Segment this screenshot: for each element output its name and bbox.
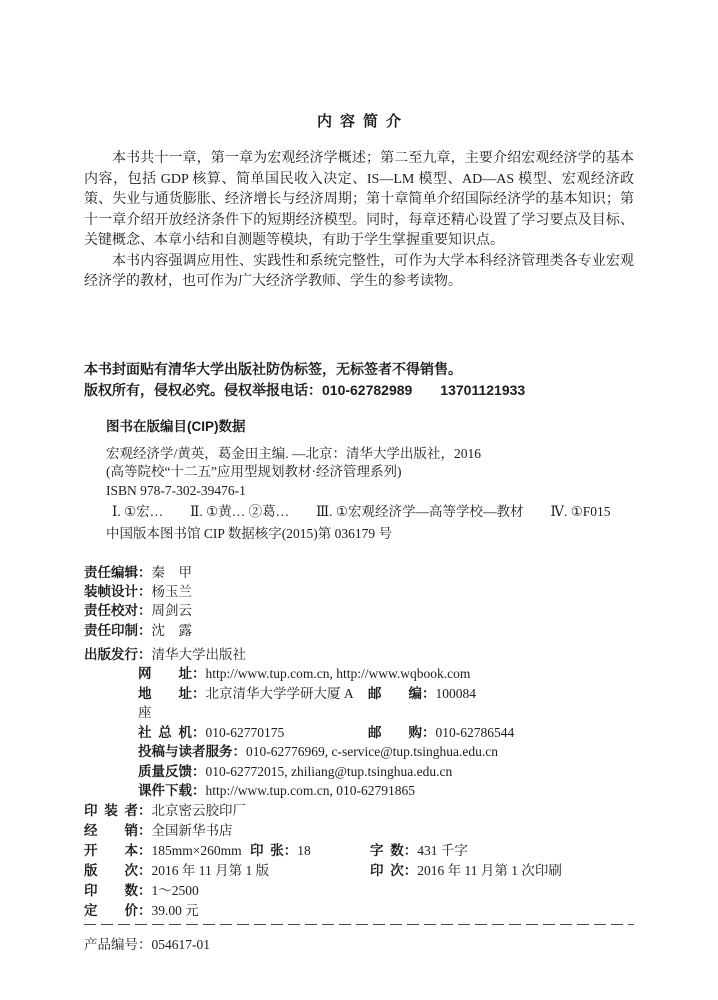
contact-value: http://www.tup.com.cn, 010-62791865 [205, 783, 415, 799]
cip-header: 图书在版编目(CIP)数据 [106, 418, 246, 434]
spec-label: 印 数： [84, 882, 152, 898]
spec-value: 39.00 元 [151, 902, 199, 918]
contact-value: 010-62776969, c-service@tup.tsinghua.edu.cn [246, 744, 498, 760]
credit-value: 秦 甲 [151, 565, 192, 580]
notice-line-2: 版权所有，侵权必究。侵权举报电话：010-62782989 13701121933 [84, 381, 526, 398]
contact-value: 010-62770175 [205, 724, 285, 740]
spec-value: 2016 年 11 月第 1 次印刷 [417, 862, 562, 878]
spec-wordcount [370, 843, 468, 858]
spec-row-price [84, 901, 634, 921]
contact-label: 质量反馈： [138, 763, 206, 779]
anti-piracy-notice [84, 359, 634, 401]
credit-label: 责任校对： [84, 603, 152, 619]
spec-value: 431 千字 [417, 842, 468, 858]
credit-row-proofreader [84, 601, 634, 620]
contact-value: 100084 [435, 685, 476, 701]
cip-isbn: ISBN 978-7-302-39476-1 [106, 482, 246, 498]
staff-credits [84, 563, 634, 640]
publisher-row [84, 645, 634, 664]
page-title: 内容简介 [316, 114, 409, 130]
book-specs-block [84, 841, 634, 921]
spec-label: 字 数： [370, 842, 418, 858]
spec-row-format [84, 841, 634, 861]
credit-label: 责任编辑： [84, 565, 152, 580]
cip-series-line: (高等院校“十二五”应用型规划教材·经济管理系列) [106, 464, 402, 479]
contact-value: http://www.tup.com.cn, http://www.wqbook.com [205, 666, 471, 682]
printer-row [84, 801, 634, 821]
publisher-contact-block [84, 664, 634, 801]
contact-label: 网 址： [138, 666, 206, 682]
spec-format [84, 841, 250, 861]
cip-classification: Ⅰ. ①宏… Ⅱ. ①黄… ②葛… Ⅲ. ①宏观经济学—高等学校—教材 Ⅳ. ①F015 [112, 504, 611, 519]
publisher-name: 清华大学出版社 [151, 646, 246, 662]
contact-row-reader-service [84, 742, 634, 762]
distributor-label: 经 销： [84, 822, 152, 838]
printer-name: 北京密云胶印厂 [151, 802, 246, 818]
contact-label: 邮 编： [368, 685, 436, 701]
contact-label: 地 址： [138, 685, 206, 701]
notice-line-1: 本书封面贴有清华大学出版社防伪标签，无标签者不得销售。 [84, 360, 462, 377]
contact-label: 投稿与读者服务： [138, 744, 246, 760]
contact-value: 北京清华大学学研大厦 A 座 [138, 685, 353, 721]
spec-label: 印 张： [250, 842, 298, 858]
contact-col-left [138, 684, 368, 723]
spec-row-edition [84, 861, 634, 881]
credit-value: 杨玉兰 [151, 584, 192, 600]
spec-value: 2016 年 11 月第 1 版 [151, 862, 270, 878]
distributor-name: 全国新华书店 [151, 822, 233, 838]
cip-body [106, 445, 634, 544]
contact-value: 010-62772015, zhiliang@tup.tsinghua.edu.cn [205, 763, 453, 779]
credit-value: 沈 露 [151, 622, 192, 638]
spec-impression [370, 863, 562, 878]
contact-row-website [84, 664, 634, 684]
credit-label: 责任印制： [84, 622, 152, 638]
product-code-row [84, 933, 634, 953]
contact-label: 课件下载： [138, 783, 206, 799]
printer-label: 印 装 者： [84, 802, 152, 818]
spec-label: 版 次： [84, 862, 152, 878]
credit-row-editor [84, 563, 634, 582]
product-code-label: 产品编号： [84, 936, 152, 952]
spec-value: 185mm×260mm [151, 842, 242, 858]
spec-row-print-run [84, 881, 634, 901]
spec-sheets [250, 841, 370, 861]
contact-col-left [138, 723, 368, 743]
spec-value: 18 [297, 842, 311, 858]
contact-value: 010-62786544 [435, 724, 515, 740]
contact-row-switchboard [84, 723, 634, 743]
divider-dashed-line [84, 924, 634, 925]
product-code-value: 054617-01 [151, 936, 210, 952]
credit-row-print-supervisor [84, 621, 634, 640]
credit-label: 装帧设计： [84, 584, 152, 600]
cip-title-line: 宏观经济学/黄英，葛金田主编. —北京：清华大学出版社，2016 [106, 445, 481, 461]
contact-row-address [84, 684, 634, 723]
credit-row-designer [84, 582, 634, 601]
spec-label: 定 价： [84, 902, 152, 918]
content-summary [84, 149, 634, 293]
summary-paragraph-1: 本书共十一章，第一章为宏观经济学概述；第二至九章，主要介绍宏观经济学的基本内容，包括 GDP 核算、简单国民收入决定、IS—LM 模型、AD—AS 模型、宏观经济政策、失业与通货膨胀、经济增长与经济周期；第十章简单介绍国际经济学的基本知识；第十一章介绍开放经济条件下的短期经济模型。同时，每章还精心设置了学习要点及目标、关键概念、本章小结和自测题等模块，有助于学生掌握重要知识点。 [84, 151, 634, 248]
publisher-label: 出版发行： [84, 646, 152, 662]
spec-value: 1～2500 [151, 882, 199, 898]
cip-record-number: 中国版本图书馆 CIP 数据核字(2015)第 036179 号 [106, 525, 392, 541]
contact-row-courseware-download [84, 781, 634, 801]
distributor-row [84, 821, 634, 841]
spec-label: 印 次： [370, 862, 418, 878]
spec-label: 开 本： [84, 842, 152, 858]
contact-label: 社 总 机： [138, 724, 206, 740]
credit-value: 周剑云 [151, 603, 192, 619]
summary-paragraph-2: 本书内容强调应用性、实践性和系统完整性，可作为大学本科经济管理类各专业宏观经济学的教材，也可作为广大经济学教师、学生的参考读物。 [84, 253, 634, 289]
contact-row-quality-feedback [84, 762, 634, 782]
contact-label: 邮 购： [368, 724, 436, 740]
cip-data-block [84, 415, 634, 544]
spec-edition [84, 861, 370, 881]
